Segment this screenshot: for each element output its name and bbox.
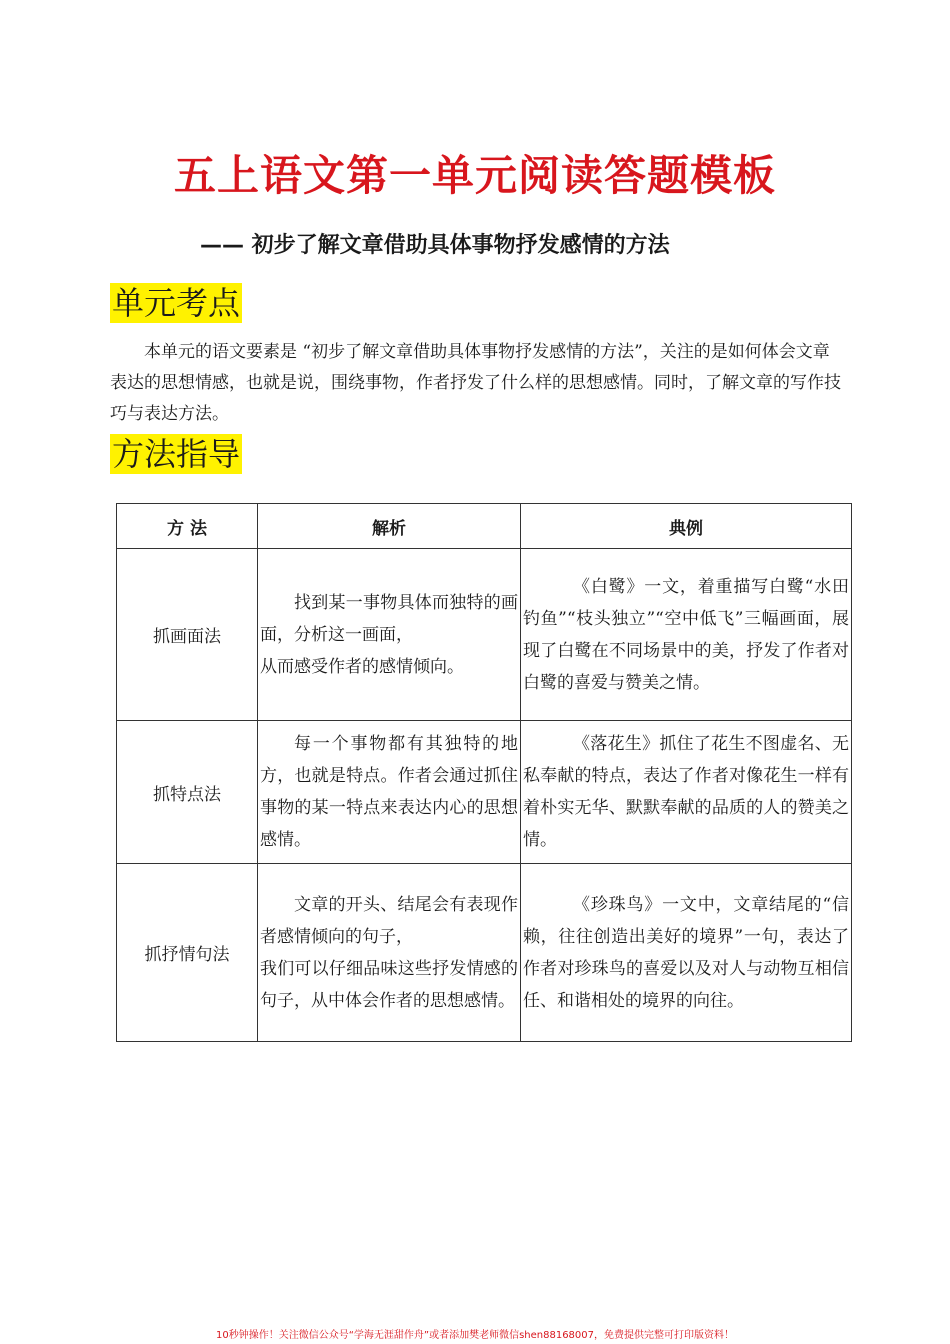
table-header-row	[117, 504, 852, 549]
column-header-method: 方 法	[117, 504, 258, 549]
section-heading-method-guide: 方法指导	[112, 435, 241, 473]
analysis-text-continued: 我们可以仔细品味这些抒发情感的句子，从中体会作者的思想感情。	[260, 958, 518, 1011]
analysis-cell	[258, 864, 521, 1042]
example-text: 《珍珠鸟》一文中，文章结尾的“信赖，往往创造出美好的境界”一句，表达了作者对珍珠鸟的喜爱以及对人与动物互相信任、和谐相处的境界的向往。	[523, 894, 849, 1011]
unit-points-text: 本单元的语文要素是 “初步了解文章借助具体事物抒发感情的方法”，关注的是如何体会文章表达的思想情感，也就是说，围绕事物，作者抒发了什么样的思想感情。同时，了解文章的写作技巧与表达方法。	[110, 342, 841, 424]
method-cell: 抓特点法	[117, 721, 258, 864]
analysis-cell	[258, 549, 521, 721]
table-row	[117, 721, 852, 864]
analysis-text: 文章的开头、结尾会有表现作者感情倾向的句子，	[260, 894, 518, 947]
section-heading-unit-points: 单元考点	[112, 284, 241, 322]
method-cell: 抓画面法	[117, 549, 258, 721]
example-cell	[521, 721, 852, 864]
method-cell: 抓抒情句法	[117, 864, 258, 1042]
unit-points-paragraph	[110, 337, 845, 430]
methods-table	[116, 503, 852, 1042]
page-subtitle: —— 初步了解文章借助具体事物抒发感情的方法	[200, 233, 670, 258]
analysis-text: 每一个事物都有其独特的地方，也就是特点。作者会通过抓住事物的某一特点来表达内心的思想感情。	[260, 734, 518, 850]
analysis-cell	[258, 721, 521, 864]
example-cell	[521, 549, 852, 721]
column-header-example: 典例	[521, 504, 852, 549]
analysis-text-continued: 从而感受作者的感情倾向。	[260, 656, 464, 677]
example-cell	[521, 864, 852, 1042]
table-row	[117, 549, 852, 721]
footer-note: 10秒钟操作！关注微信公众号“学海无涯甜作舟”或者添加樊老师微信shen88168007，免费提供完整可打印版资料！	[215, 1330, 735, 1341]
analysis-text: 找到某一事物具体而独特的画面，分析这一画面，	[260, 592, 518, 645]
example-text: 《白鹭》一文，着重描写白鹭“水田钓鱼”“枝头独立”“空中低飞”三幅画面，展现了白鹭在不同场景中的美，抒发了作者对白鹭的喜爱与赞美之情。	[523, 576, 849, 693]
table-row	[117, 864, 852, 1042]
page-title: 五上语文第一单元阅读答题模板	[173, 151, 776, 200]
column-header-analysis: 解析	[258, 504, 521, 549]
example-text: 《落花生》抓住了花生不图虚名、无私奉献的特点，表达了作者对像花生一样有着朴实无华、默默奉献的品质的人的赞美之情。	[523, 734, 849, 850]
